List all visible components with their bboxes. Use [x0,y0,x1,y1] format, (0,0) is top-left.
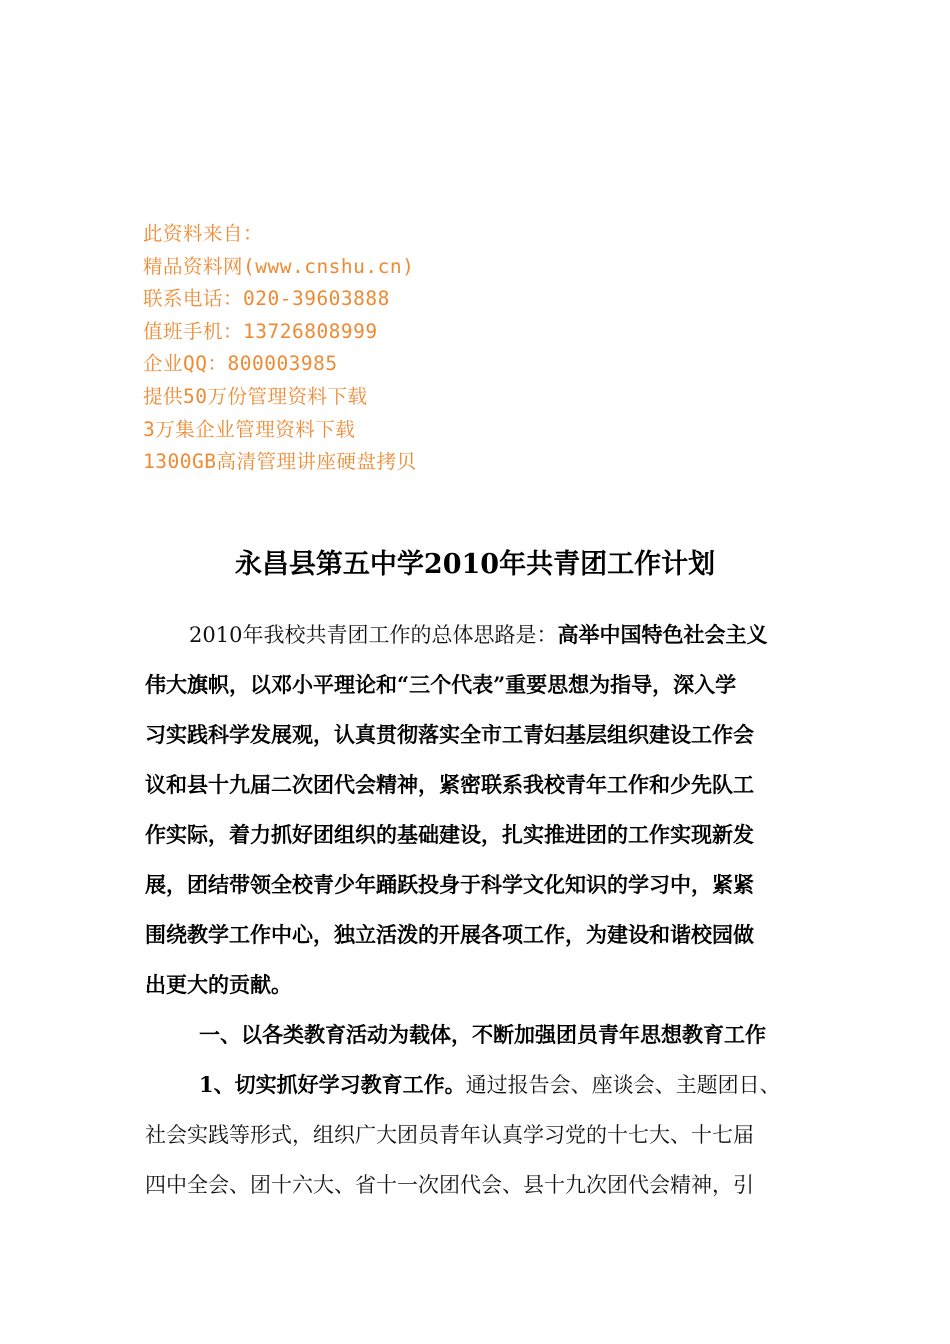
paragraph-line: 习实践科学发展观，认真贯彻落实全市工青妇基层组织建设工作会 [145,722,754,747]
source-notice [143,218,743,479]
paragraph-line: 伟大旗帜，以邓小平理论和“三个代表”重要思想为指导，深入学 [145,672,737,697]
promo-line: 3万集企业管理资料下载 [143,417,356,441]
paragraph-line: 四中全会、团十六大、省十一次团代会、县十九次团代会精神，引 [145,1173,754,1197]
intro-lead: 2010年我校共青团工作的总体思路是： [189,623,558,647]
section-heading: 一、以各类教育活动为载体，不断加强团员青年思想教育工作 [199,1022,766,1047]
promo-line: 1300GB高清管理讲座硬盘拷贝 [143,450,417,474]
promo-line: 联系电话：020-39603888 [143,287,390,311]
promo-line: 值班手机：13726808999 [143,319,378,343]
paragraph-line: 社会实践等形式，组织广大团员青年认真学习党的十七大、十七届 [145,1123,754,1147]
promo-line: 企业QQ：800003985 [143,352,338,376]
paragraph-line [199,1070,781,1100]
paragraph-line: 议和县十九届二次团代会精神，紧密联系我校青年工作和少先队工 [145,772,754,797]
paragraph-line [189,620,767,650]
item-text: 通过报告会、座谈会、主题团日、 [465,1073,781,1097]
promo-line: 此资料来自： [143,222,264,245]
promo-line: 精品资料网(www.cnshu.cn) [143,254,415,278]
paragraph-line: 出更大的贡献。 [145,972,292,997]
paragraph-line: 展，团结带领全校青少年踊跃投身于科学文化知识的学习中，紧紧 [145,872,754,897]
paragraph-line: 围绕教学工作中心，独立活泼的开展各项工作，为建设和谐校园做 [145,922,754,947]
intro-emphasis: 高举中国特色社会主义 [557,622,768,647]
item-heading: 1、切实抓好学习教育工作。 [199,1072,466,1097]
paragraph-line: 作实际，着力抓好团组织的基础建设，扎实推进团的工作实现新发 [145,822,754,847]
document-title: 永昌县第五中学2010年共青团工作计划 [234,549,716,580]
promo-line: 提供50万份管理资料下载 [143,384,368,408]
